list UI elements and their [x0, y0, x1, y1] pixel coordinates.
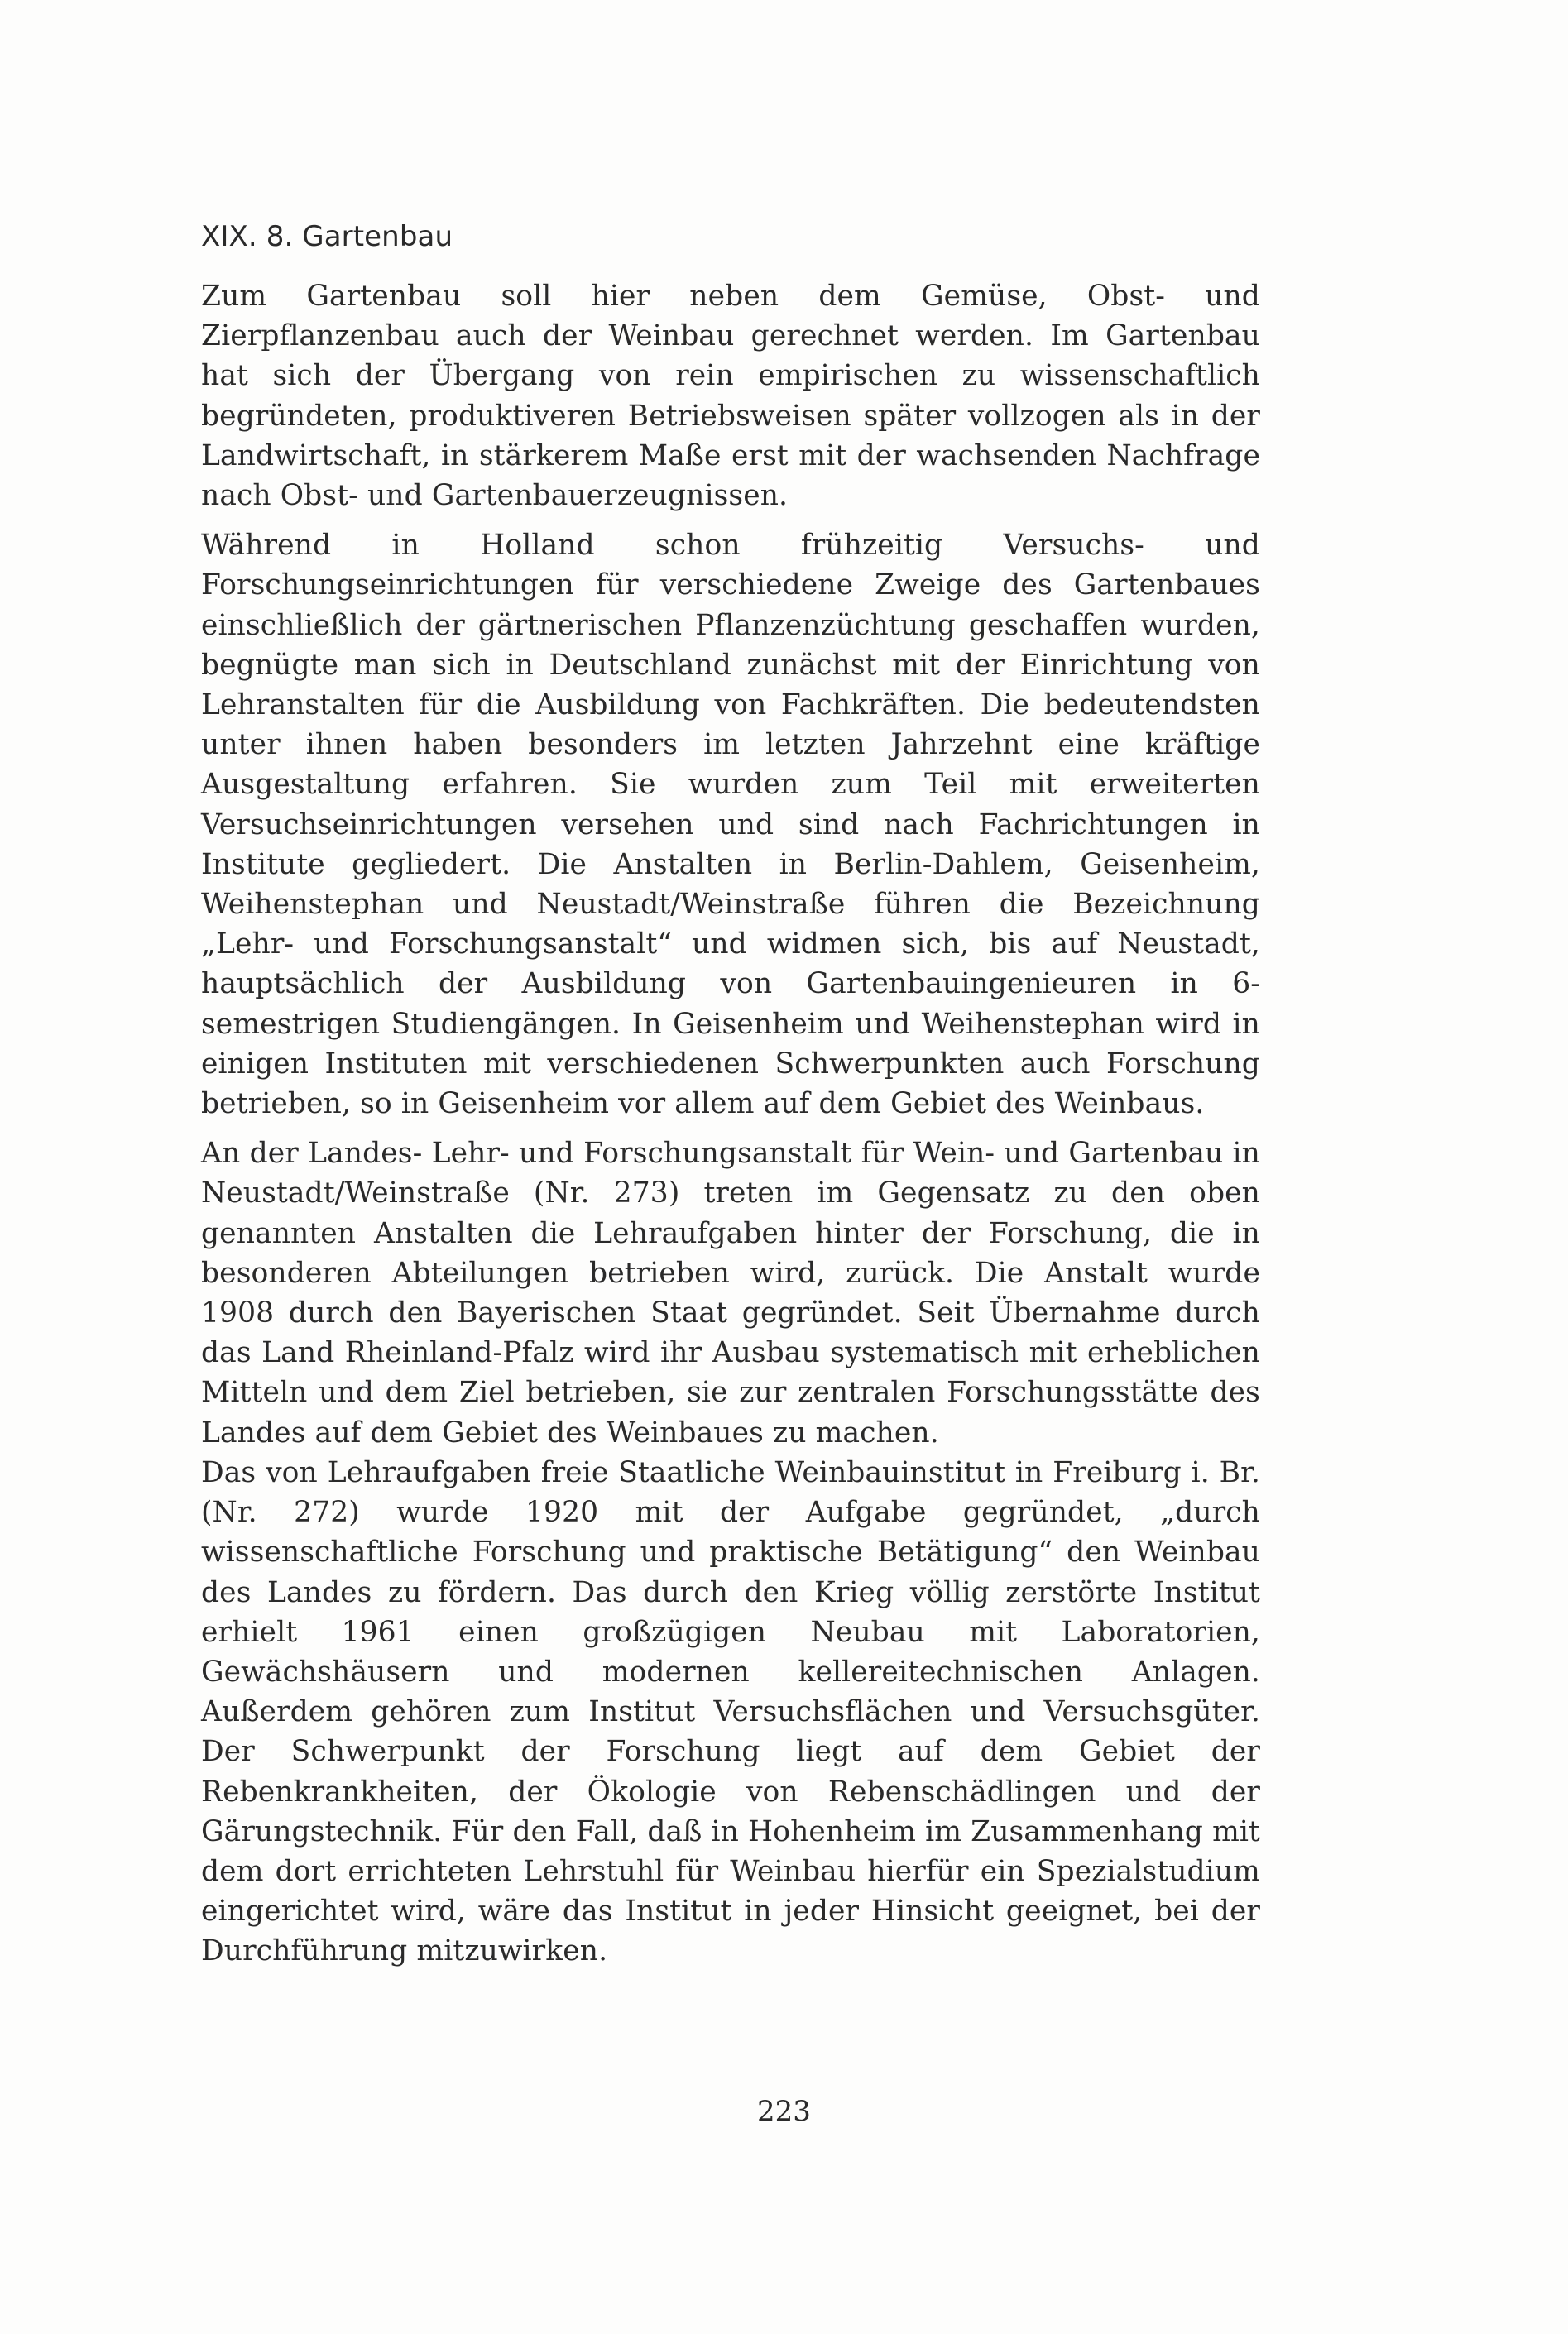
body-text — [201, 217, 1260, 1982]
paragraph-neustadt: An der Landes- Lehr- und Forschungsanstalt für Wein- und Gartenbau in Neustadt/Weinstraße (Nr. 273) treten im Gegensatz zu den oben genannten Anstalten die Lehraufgaben hinter der Forschung, die in besonderen Abteilungen betrieben wird, zurück. Die Anstalt wurde 1908 durch den Bayerischen Staat gegründet. Seit Übernahme durch das Land Rheinland-Pfalz wird ihr Ausbau systematisch mit erheblichen Mitteln und dem Ziel betrieben, sie zur zentralen Forschungsstätte des Landes auf dem Gebiet des Weinbaues zu machen. — [201, 1137, 1260, 1450]
section-heading: XIX. 8. Gartenbau — [201, 220, 453, 253]
paragraph-freiburg: Das von Lehraufgaben freie Staatliche Weinbauinstitut in Freiburg i. Br. (Nr. 272) wurde 1920 mit der Aufgabe gegründet, „durch wissenschaftliche Forschung und praktische Betätigung“ den Weinbau des Landes zu fördern. Das durch den Krieg völlig zerstörte Institut erhielt 1961 einen großzügigen Neubau mit Laboratorien, Gewächshäusern und modernen kellereitechnischen Anlagen. Außerdem gehören zum Institut Versuchsflächen und Versuchsgüter. Der Schwerpunkt der Forschung liegt auf dem Gebiet der Rebenkrankheiten, der Ökologie von Rebenschädlingen und der Gärungstechnik. Für den Fall, daß in Hohenheim im Zusammenhang mit dem dort errichteten Lehrstuhl für Weinbau hierfür ein Spezialstudium eingerichtet wird, wäre das Institut in jeder Hinsicht geeignet, bei der Durchführung mitzuwirken. — [201, 1455, 1260, 1968]
page-number: 223 — [757, 2095, 811, 2128]
paragraph-intro: Zum Gartenbau soll hier neben dem Gemüse, Obst- und Zierpflanzenbau auch der Weinbau gerechnet werden. Im Gartenbau hat sich der Übergang von rein empirischen zu wissenschaftlich begründeten, produktiveren Betriebsweisen später vollzogen als in der Landwirtschaft, in stärkerem Maße erst mit der wachsenden Nachfrage nach Obst- und Gartenbauerzeugnissen. — [201, 280, 1260, 513]
paragraph-holland: Während in Holland schon frühzeitig Versuchs- und Forschungseinrichtungen für verschiedene Zweige des Gartenbaues einschließlich der gärtnerischen Pflanzenzüchtung geschaffen wurden, begnügte man sich in Deutschland zunächst mit der Einrichtung von Lehranstalten für die Ausbildung von Fachkräften. Die bedeutendsten unter ihnen haben besonders im letzten Jahrzehnt eine kräftige Ausgestaltung erfahren. Sie wurden zum Teil mit erweiterten Versuchseinrichtungen versehen und sind nach Fachrichtungen in Institute gegliedert. Die Anstalten in Berlin-Dahlem, Geisenheim, Weihenstephan und Neustadt/Weinstraße führen die Bezeichnung „Lehr- und Forschungsanstalt“ und widmen sich, bis auf Neustadt, hauptsächlich der Ausbildung von Gartenbauingenieuren in 6-semestrigen Studiengängen. In Geisenheim und Weihenstephan wird in einigen Instituten mit verschiedenen Schwerpunkten auch Forschung betrieben, so in Geisenheim vor allem auf dem Gebiet des Weinbaus. — [201, 529, 1260, 1121]
